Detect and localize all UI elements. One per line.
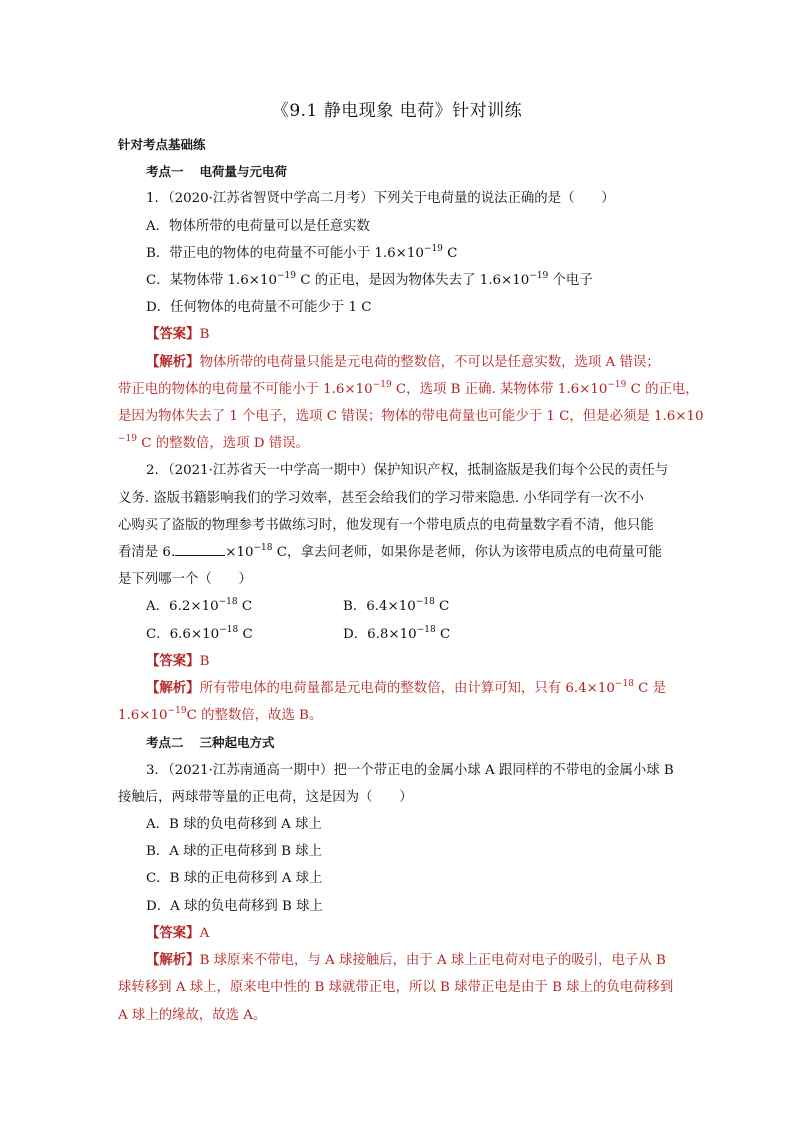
analysis-line: 是因为物体失去了 1 个电子，选项 C 错误；物体的带电荷量也可能少于 1 C，但是必须是 1.6×10 [118, 409, 704, 425]
analysis-line: $^{-19}$ C 的整数倍，选项 D 错误。 [118, 434, 309, 452]
options-row [118, 621, 688, 648]
option-a: A．B 球的负电荷移到 A 球上 [146, 817, 322, 833]
option-a: A．物体所带的电荷量可以是任意实数 [146, 218, 370, 234]
question-stem: 看清是 6. $\times 10^{-18}$ C，拿去问老师，如果你是老师，你认为该带电质点的电荷量可能 [118, 543, 662, 561]
option-c: C．某物体带 $1.6\times 10^{-19}$ C 的正电，是因为物体失去了 $1.6\times 10^{-19}$ 个电子 [146, 271, 593, 289]
analysis-line: $1.6\times 10^{-19}C$ 的整数倍，故选 B。 [118, 706, 323, 724]
fill-blank [175, 543, 225, 556]
option-d: D．任何物体的电荷量不可能少于 1 C [146, 300, 372, 316]
question-stem: 接触后，两球带等量的正电荷，这是因为（ ） [118, 789, 413, 805]
options-row [118, 593, 688, 620]
option-d: D．A 球的负电荷移到 B 球上 [146, 898, 323, 914]
analysis-line: 带正电的物体的电荷量不可能小于 $1.6\times 10^{-19}$ C，选项 B 正确. 某物体带 $1.6\times 10^{-19}$ C 的正电， [118, 379, 699, 397]
analysis-line: 【解析】物体所带的电荷量只能是元电荷的整数倍，不可以是任意实数，选项 A 错误； [146, 353, 660, 370]
option-b: B．$6.4\times 10^{-18}$ C [343, 597, 450, 615]
answer-line: 【答案】A [146, 924, 210, 941]
option-b: B．带正电的物体的电荷量不可能小于 $1.6\times 10^{-19}$ C [146, 243, 458, 261]
answer-line: 【答案】B [146, 652, 210, 669]
analysis-line: 【解析】B 球原来不带电，与 A 球接触后，由于 A 球上正电荷对电子的吸引，电子从 B [146, 952, 666, 969]
kaodian-heading: 考点一 电荷量与元电荷 [146, 164, 288, 180]
question-stem: 义务. 盗版书籍影响我们的学习效率，甚至会给我们的学习带来隐患. 小华同学有一次不小 [118, 490, 644, 506]
answer-line: 【答案】B [146, 326, 210, 343]
question-stem: 是下列哪一个（ ） [118, 572, 252, 588]
question-stem: 3．（2021·江苏南通高一期中）把一个带正电的金属小球 A 跟同样的不带电的金属小球 B [146, 762, 674, 778]
option-d: D．$6.8\times 10^{-18}$ C [343, 624, 451, 642]
analysis-line: 【解析】所有带电体的电荷量都是元电荷的整数倍，由计算可知，只有 $6.4\times 10^{-18}$ C 是 [146, 679, 667, 697]
option-c: C．$6.6\times 10^{-18}$ C [146, 624, 253, 642]
kaodian-heading: 考点二 三种起电方式 [146, 735, 275, 751]
option-a: A．$6.2\times 10^{-18}$ C [146, 597, 253, 615]
question-stem: 2．（2021·江苏省天一中学高一期中）保护知识产权，抵制盗版是我们每个公民的责任与 [146, 463, 669, 479]
document-body [118, 131, 704, 1029]
option-b: B．A 球的正电荷移到 B 球上 [146, 844, 323, 860]
page-title: 《9.1 静电现象 电荷》针对训练 [271, 101, 523, 121]
question-stem: 心购买了盗版的物理参考书做练习时，他发现有一个带电质点的电荷量数字看不清，他只能 [118, 517, 654, 533]
option-c: C．B 球的正电荷移到 A 球上 [146, 871, 323, 887]
section-heading: 针对考点基础练 [118, 137, 206, 152]
analysis-line: A 球上的缘故，故选 A。 [118, 1007, 267, 1023]
analysis-line: 球转移到 A 球上，原来电中性的 B 球就带正电，所以 B 球带正电是由于 B 球上的负电荷移到 [118, 980, 674, 996]
question-stem: 1．（2020·江苏省智贤中学高二月考）下列关于电荷量的说法正确的是（ ） [146, 191, 615, 207]
